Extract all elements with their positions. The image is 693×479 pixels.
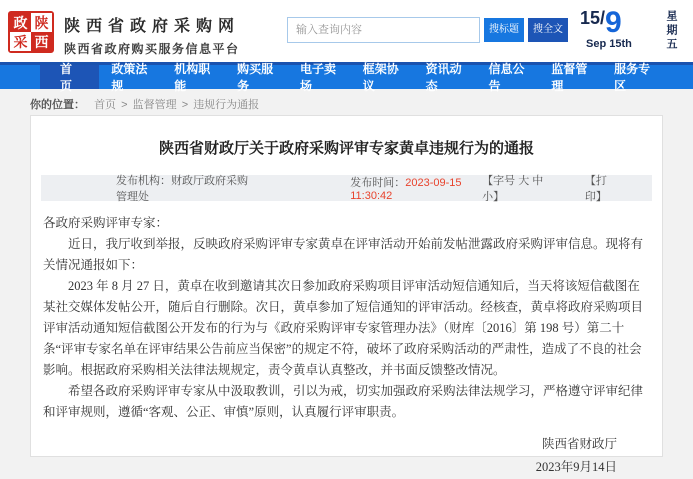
date-widget — [580, 8, 685, 56]
font-size-control[interactable]: 【字号 大 中 小】 — [482, 175, 544, 203]
article-body — [31, 201, 662, 423]
site-logo-seal — [8, 11, 54, 53]
logo-char: 西 — [31, 32, 52, 51]
breadcrumb-current[interactable]: 违规行为通报 — [193, 99, 260, 111]
search-fulltext-button[interactable]: 搜全文 — [528, 18, 568, 42]
site-header — [0, 0, 693, 62]
publish-time-value: 2023-09-15 11:30:42 — [350, 177, 462, 202]
signature-block — [31, 433, 662, 479]
article-container — [30, 115, 663, 474]
print-button[interactable]: 【打印】 — [584, 175, 607, 203]
publish-org-label: 发布机构： — [116, 175, 171, 187]
signature-org: 陕西省财政厅 — [541, 437, 617, 451]
publish-org — [116, 172, 255, 204]
search-bar — [287, 17, 568, 43]
breadcrumb-label: 你的位置： — [30, 99, 85, 111]
date-weekday: 星期五 — [665, 10, 677, 52]
nav-item-announcements[interactable]: 信息公告 — [488, 62, 525, 93]
nav-item-framework-agreements[interactable]: 框架协议 — [362, 62, 399, 93]
article-title: 陕西省财政厅关于政府采购评审专家黄卓违规行为的通报 — [158, 140, 534, 157]
breadcrumb-home[interactable]: 首页 — [94, 99, 117, 111]
article-salutation: 各政府采购评审专家： — [43, 216, 169, 230]
nav-item-home[interactable]: 首页 — [40, 65, 99, 89]
article-meta-bar — [41, 175, 652, 201]
publish-time — [350, 174, 482, 202]
nav-item-functions[interactable]: 机构职能 — [174, 62, 211, 93]
date-english: Sep 15th — [586, 38, 632, 50]
breadcrumb-separator: > — [121, 99, 128, 111]
site-subtitle: 陕西省政府购买服务信息平台 — [64, 42, 240, 56]
date-month: 9 — [605, 6, 622, 39]
search-input[interactable] — [287, 17, 480, 43]
site-title: 陕西省政府采购网 — [64, 18, 241, 35]
breadcrumb — [30, 96, 259, 112]
article-paragraph: 2023 年 8 月 27 日，黄卓在收到邀请其次日参加政府采购项目评审活动短信通知后，当天将该短信截图在某社交媒体发帖公开，随后自行删除。次日，黄卓参加了短信通知的评审活动。经核查，黄卓将政府采购项目评审活动通知短信截图公开发布的行为与《政府采购评审专家管理办法》（财库〔2016〕第 198 号）第二十条“评审专家名单在评审结果公告前应当保密”的规定不符，破坏了政府采购活动的严肃性，造成了不良的社会影响。根据政府采购相关法律法规规定，责令黄卓认真整改，并书面反馈整改情况。 — [43, 279, 644, 377]
publish-org-value: 财政厅政府采购管理处 — [116, 175, 248, 203]
nav-item-policies[interactable]: 政策法规 — [111, 62, 148, 93]
date-numbers — [580, 8, 622, 38]
logo-char: 陕 — [31, 13, 52, 32]
breadcrumb-supervision[interactable]: 监督管理 — [132, 99, 177, 111]
signature-date: 2023年9月14日 — [535, 460, 617, 474]
logo-char: 采 — [10, 32, 31, 51]
article-paragraph: 希望各政府采购评审专家从中汲取教训，引以为戒，切实加强政府采购法律法规学习，严格遵守评审纪律和评审规则，遵循“客观、公正、审慎”原则，认真履行评审职责。 — [43, 384, 644, 419]
site-brand — [64, 13, 240, 57]
publish-time-label: 发布时间： — [350, 177, 406, 189]
date-day: 15/ — [580, 8, 606, 28]
nav-item-e-marketplace[interactable]: 电子卖场 — [299, 62, 336, 93]
nav-item-service-zone[interactable]: 服务专区 — [614, 62, 651, 93]
nav-item-news[interactable]: 资讯动态 — [425, 62, 462, 93]
article-paragraph: 近日，我厅收到举报，反映政府采购评审专家黄卓在评审活动开始前发帖泄露政府采购评审信息。现将有关情况通报如下： — [43, 237, 644, 272]
nav-item-purchase-services[interactable]: 购买服务 — [237, 62, 274, 93]
main-nav — [0, 62, 693, 93]
nav-item-supervision[interactable]: 监督管理 — [551, 62, 588, 93]
logo-char: 政 — [10, 13, 31, 32]
search-title-button[interactable]: 搜标题 — [484, 18, 524, 42]
breadcrumb-separator: > — [181, 99, 189, 111]
